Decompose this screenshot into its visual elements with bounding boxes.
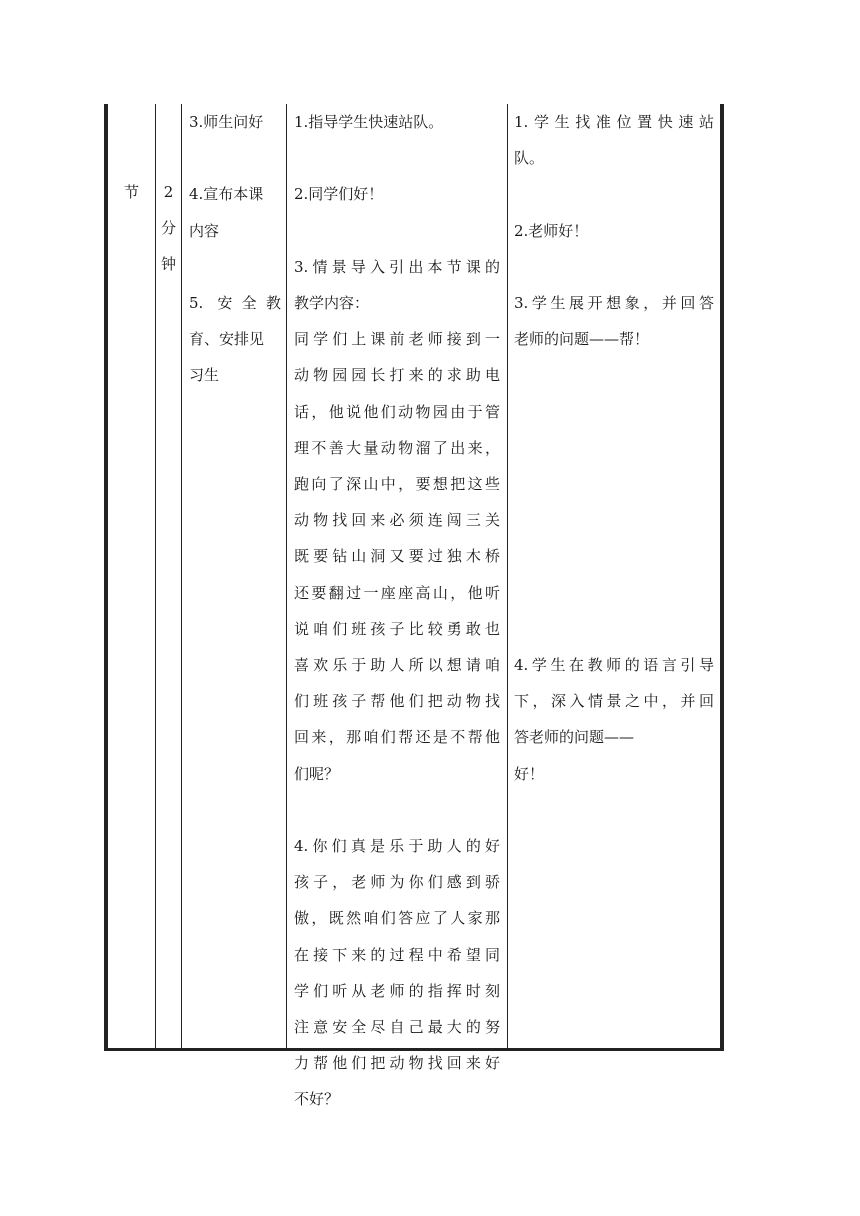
teacher-item-4-line: 傲，既然咱们答应了人家那 [294, 909, 500, 928]
table-border-left [104, 104, 108, 1051]
teacher-item-3-line: 既要钻山洞又要过独木桥 [294, 547, 500, 566]
teacher-item-1: 1.指导学生快速站队。 [294, 113, 444, 131]
teacher-item-4-line: 不好？ [294, 1090, 340, 1109]
student-item-4-line: 好！ [514, 764, 545, 783]
steps-cell [189, 104, 281, 394]
lesson-plan-table [104, 104, 724, 1109]
step-5-line: 习生 [189, 366, 220, 385]
step-5-line: 5. 安全教 [189, 293, 281, 312]
time-cell [156, 174, 181, 283]
column-divider [181, 104, 182, 1051]
teacher-item-4-line: 学们听从老师的指挥时刻 [294, 981, 500, 1000]
time-char: 分 [160, 219, 176, 238]
student-item-4-line: 答老师的问题—— [514, 728, 635, 747]
time-char: 钟 [160, 255, 176, 274]
teacher-item-3-line: 理不善大量动物溜了出来， [294, 438, 500, 457]
column-divider [286, 104, 287, 1051]
student-item-3-line: 3.学生展开想象，并回答 [514, 293, 714, 312]
step-5-line: 育、安排见 [189, 330, 265, 349]
teacher-item-3-line: 回来，那咱们帮还是不帮他 [294, 728, 500, 747]
teacher-item-3-line: 们班孩子帮他们把动物找 [294, 692, 500, 711]
teacher-item-4-line: 力帮他们把动物找回来好 [294, 1054, 500, 1073]
teacher-item-3-line: 动物找回来必须连闯三关 [294, 511, 500, 530]
step-3: 3.师生问好 [189, 113, 264, 131]
student-activity-cell [514, 104, 714, 792]
teacher-item-3-line: 3.情景导入引出本节课的 [294, 257, 500, 276]
step-4-line: 内容 [189, 221, 220, 240]
table-border-right [720, 104, 724, 1051]
teacher-activity-cell [294, 104, 500, 1118]
student-item-3-line: 老师的问题——帮！ [514, 330, 650, 349]
teacher-item-3-line: 话，他说他们动物园由于管 [294, 402, 500, 421]
student-item-1-line: 队。 [514, 149, 545, 168]
teacher-item-3-line: 喜欢乐于助人所以想请咱 [294, 656, 500, 675]
section-cell [108, 174, 155, 210]
teacher-item-3-line: 们呢？ [294, 764, 340, 783]
student-item-4-line: 下，深入情景之中，并回 [514, 692, 714, 711]
time-char: 2 [163, 183, 174, 201]
student-item-2: 2.老师好！ [514, 221, 589, 240]
teacher-item-3-line: 跑向了深山中，要想把这些 [294, 475, 500, 493]
column-divider [507, 104, 508, 1051]
step-4-line: 4.宣布本课 [189, 185, 264, 204]
teacher-item-3-line: 教学内容： [294, 293, 370, 312]
teacher-item-4-line: 注意安全尽自己最大的努 [294, 1018, 500, 1037]
student-item-1-line: 1.学生找准位置快速站 [514, 113, 714, 131]
section-char: 节 [123, 183, 139, 201]
teacher-item-2: 2.同学们好！ [294, 185, 384, 204]
student-item-4-line: 4.学生在教师的语言引导 [514, 655, 714, 674]
teacher-item-3-line: 同学们上课前老师接到一 [294, 330, 500, 349]
teacher-item-3-line: 说咱们班孩子比较勇敢也 [294, 619, 500, 638]
teacher-item-4-line: 4.你们真是乐于助人的好 [294, 837, 500, 856]
teacher-item-3-line: 动物园园长打来的求助电 [294, 366, 500, 385]
teacher-item-3-line: 还要翻过一座座高山，他听 [294, 583, 500, 602]
teacher-item-4-line: 在接下来的过程中希望同 [294, 945, 500, 964]
teacher-item-4-line: 孩子，老师为你们感到骄 [294, 873, 500, 892]
